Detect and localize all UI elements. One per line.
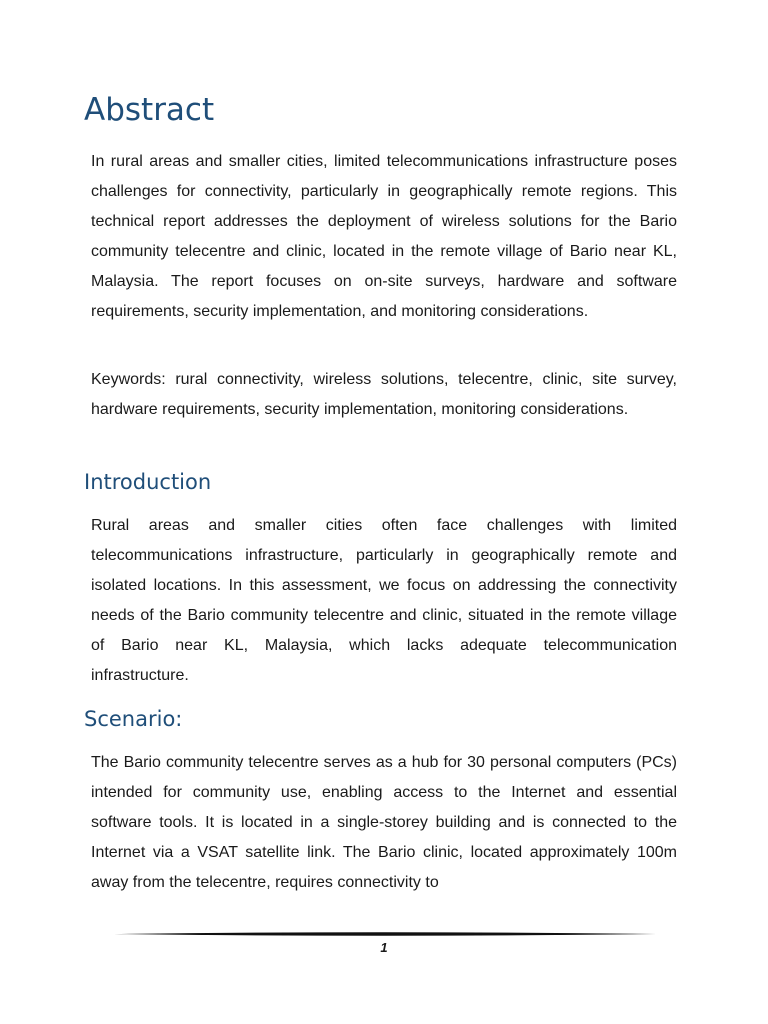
abstract-paragraph: In rural areas and smaller cities, limited telecommunications infrastructure poses challenges for connectivity, particularly in geographically remote regions. This technical report addresses the deployment of wireless solutions for the Bario community telecentre and clinic, located in the remote village of Bario near KL, Malaysia. The report focuses on on-site surveys, hardware and software requirements, security implementation, and monitoring considerations. [91,153,677,320]
page-number: 1 [380,940,388,955]
introduction-heading: Introduction [84,470,212,494]
keywords-paragraph: Keywords: rural connectivity, wireless solutions, telecentre, clinic, site survey, hardware requirements, security implementation, monitoring considerations. [91,371,677,418]
introduction-paragraph: Rural areas and smaller cities often face challenges with limited telecommunications infrastructure, particularly in geographically remote and isolated locations. In this assessment, we focus on addressing the connectivity needs of the Bario community telecentre and clinic, situated in the remote village of Bario near KL, Malaysia, which lacks adequate telecommunication infrastructure. [91,517,677,684]
scenario-paragraph: The Bario community telecentre serves as a hub for 30 personal computers (PCs) intended for community use, enabling access to the Internet and essential software tools. It is located in a single-storey building and is connected to the Internet via a VSAT satellite link. The Bario clinic, located approximately 100m away from the telecentre, requires connectivity to [91,754,677,891]
scenario-heading: Scenario: [84,707,183,731]
footer-divider [114,930,656,938]
abstract-heading: Abstract [84,92,215,128]
